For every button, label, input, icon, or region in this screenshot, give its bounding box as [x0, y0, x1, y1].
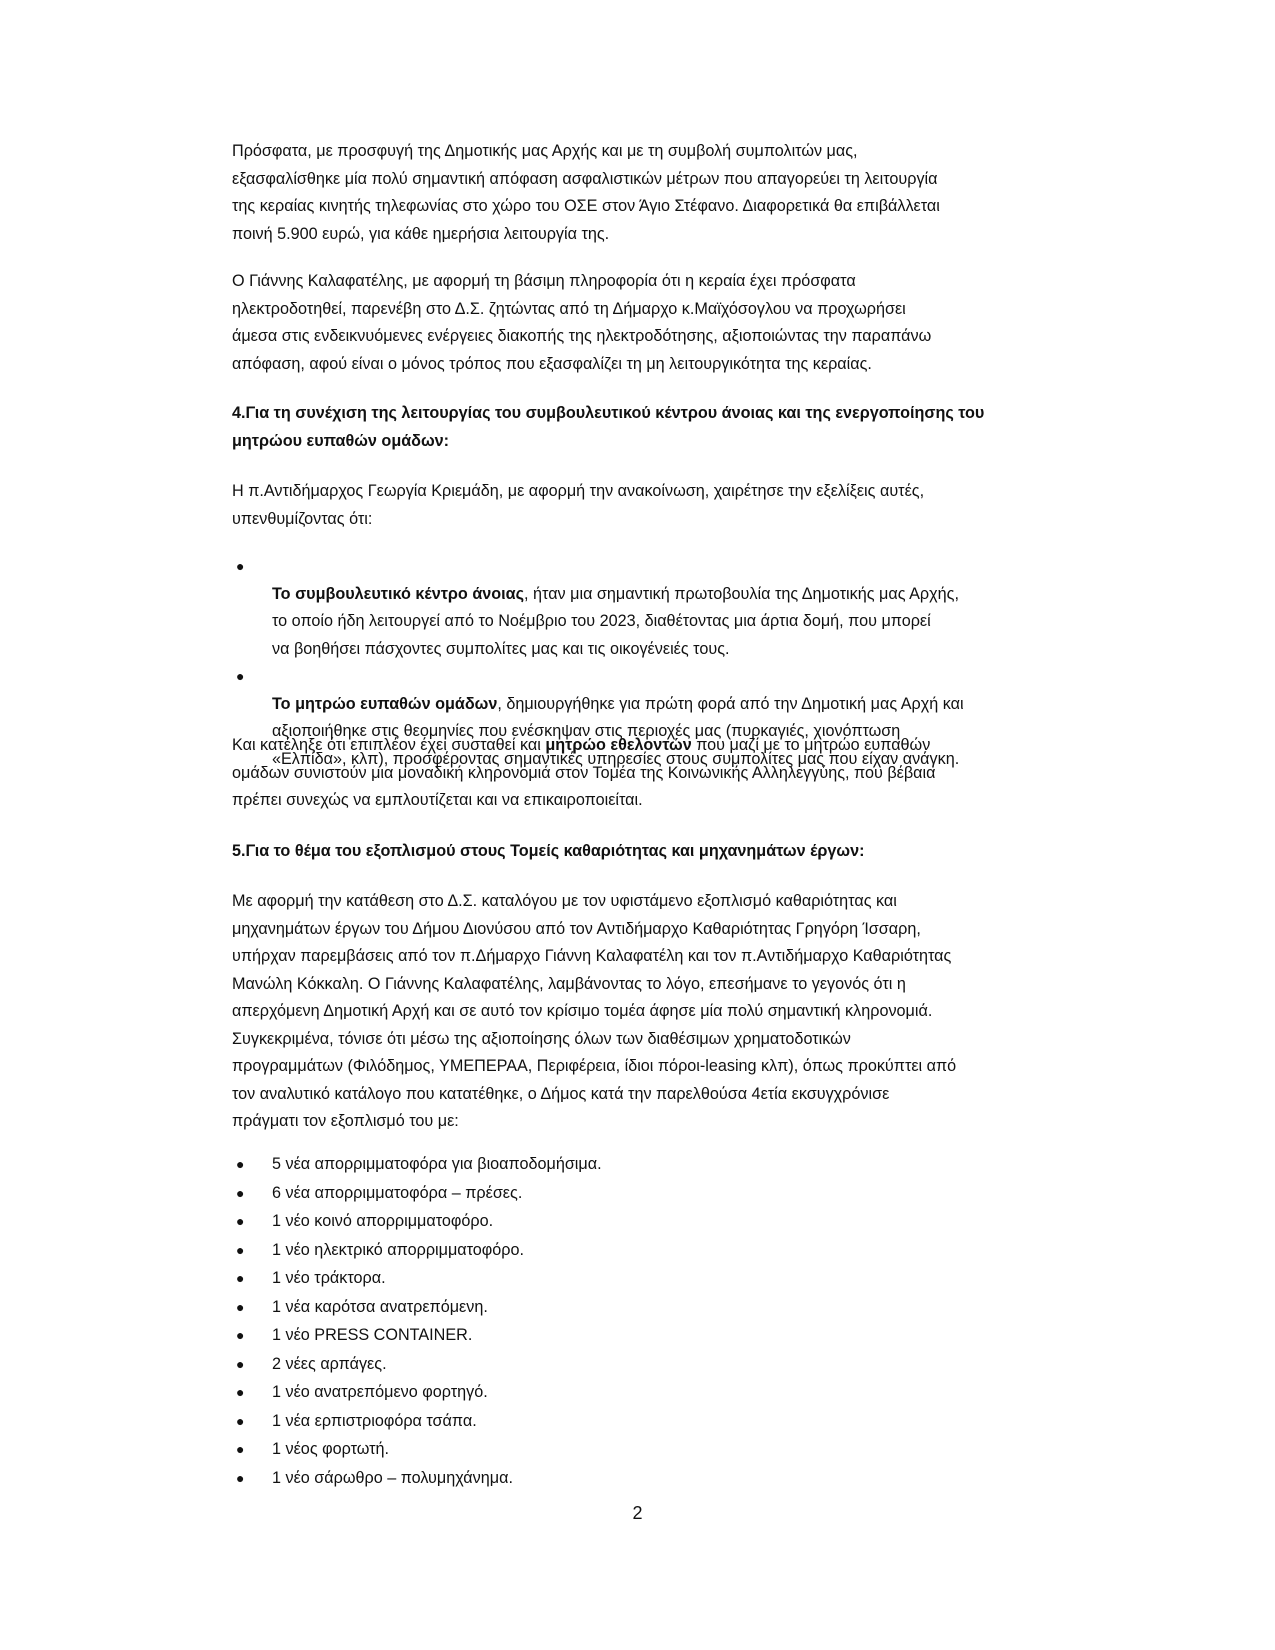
bullet-icon: ● [236, 668, 245, 684]
bullet-icon: ● [236, 1384, 245, 1400]
list-item [232, 1379, 1052, 1408]
bullet-icon: ● [236, 1213, 245, 1229]
paragraph-volunteers [232, 732, 935, 815]
list-item-bold: Το μητρώο ευπαθών ομάδων [272, 694, 498, 713]
list-item-text: 1 νέο κοινό απορριμματοφόρο. [272, 1212, 494, 1230]
section-heading-5: 5.Για το θέμα του εξοπλισμού στους Τομείς καθαριότητας και μηχανημάτων έργων: [232, 842, 865, 860]
bullet-icon: ● [236, 1241, 245, 1258]
list-item-text: 1 νέο ηλεκτρικό απορριμματοφόρο. [272, 1240, 525, 1259]
paragraph-text: Και κατέληξε ότι επιπλέον έχει συσταθεί και [232, 736, 546, 754]
list-item-text: 5 νέα απορριμματοφόρα για βιοαποδομήσιμα. [272, 1155, 602, 1173]
bullet-icon: ● [236, 1156, 245, 1172]
list-item-text: 1 νέο σάρωθρο – πολυμηχάνημα. [272, 1468, 513, 1487]
list-item-text: , δημιουργήθηκε για πρώτη φορά από την Δημοτική μας Αρχή και αξιοποιήθηκε στις θεομηνίες που ενέσκηψαν στις περιοχές μας (πυρκαγιές, χιονόπτωση «Ελπίδα», κλπ), προσφέροντας σημαντικές υπηρεσίες στους συμπολίτες μας που είχαν ανάγκη. [272, 694, 964, 768]
bullet-icon: ● [236, 558, 245, 574]
list-item [232, 1436, 1052, 1465]
list-item-text: 1 νέα ερπιστριοφόρα τσάπα. [272, 1411, 477, 1430]
section-heading-4: 4.Για τη συνέχιση της λειτουργίας του συμβουλευτικού κέντρου άνοιας και της ενεργοποίησης του μητρώου ευπαθών ομάδων: [232, 404, 985, 450]
list-item-text: 1 νέο PRESS CONTAINER. [272, 1326, 473, 1344]
paragraph-kriemadi: Η π.Αντιδήμαρχος Γεωργία Κριεμάδη, με αφορμή την ανακοίνωση, χαιρέτησε την εξελίξεις αυτές, υπενθυμίζοντας ότι: [232, 482, 925, 528]
bullet-icon: ● [236, 1327, 245, 1343]
list-item [232, 1151, 1052, 1180]
volunteers-registry-bold: μητρώο εθελοντών [545, 736, 692, 754]
list-item-text: 1 νέο ανατρεπόμενο φορτηγό. [272, 1383, 488, 1401]
bullet-icon: ● [236, 1184, 245, 1201]
list-item-bold: Το συμβουλευτικό κέντρο άνοιας [272, 584, 525, 603]
list-item [232, 1322, 1052, 1351]
bullet-icon: ● [236, 1412, 245, 1429]
list-item [232, 1408, 1052, 1437]
paragraph-text: που μαζί με το μητρώο ευπαθών ομάδων συνιστούν μια μοναδική κληρονομιά στον Τομέα της Κοινωνικής Αλληλεγγύης, που βέβαια πρέπει συνεχώς να εμπλουτίζεται και να επικαιροποιείται. [232, 736, 936, 809]
list-item [232, 1180, 1052, 1209]
list-item [232, 1208, 1052, 1237]
list-item [232, 1265, 1052, 1294]
list-item-text: 2 νέες αρπάγες. [272, 1354, 387, 1373]
paragraph-equipment: Με αφορμή την κατάθεση στο Δ.Σ. καταλόγου με τον υφιστάμενο εξοπλισμό καθαριότητας και μηχανημάτων έργων του Δήμου Διονύσου από τον Αντιδήμαρχο Καθαριότητας Γρηγόρη Ίσσαρη, υπήρχαν παρεμβάσεις από τον π.Δήμαρχο Γιάννη Καλαφατέλη και τον π.Αντιδήμαρχο Καθαριότητας Μανώλη Κόκκαλη. Ο Γιάννης Καλαφατέλης, λαμβάνοντας το λόγο, επεσήμανε το γεγονός ότι η απερχόμενη Δημοτική Αρχή και σε αυτό τον κρίσιμο τομέα άφησε μία πολύ σημαντική κληρονομιά. Συγκεκριμένα, τόνισε ότι μέσω της αξιοποίησης όλων των διαθέσιμων χρηματοδοτικών προγραμμάτων (Φιλόδημος, ΥΜΕΠΕΡΑΑ, Περιφέρεια, ίδιοι πόροι-leasing κλπ), όπως προκύπτει από τον αναλυτικό κατάλογο που κατατέθηκε, ο Δήμος κατά την παρελθούσα 4ετία εκσυγχρόνισε πράγματι τον εξοπλισμό του με: [232, 892, 957, 1130]
bullet-icon: ● [236, 1469, 245, 1486]
list-item-text: 1 νέα καρότσα ανατρεπόμενη. [272, 1297, 488, 1316]
list-item [232, 1237, 1052, 1266]
paragraph-kalafatelis-intervention: Ο Γιάννης Καλαφατέλης, με αφορμή τη βάσιμη πληροφορία ότι η κεραία έχει πρόσφατα ηλεκτροδοτηθεί, παρενέβη στο Δ.Σ. ζητώντας από τη Δήμαρχο κ.Μαϊχόσογλου να προχωρήσει άμεσα στις ενδεικνυόμενες ενέργειες διακοπής της ηλεκτροδότησης, αξιοποιώντας την παραπάνω απόφαση, αφού είναι ο μόνος τρόπος που εξασφαλίζει τη μη λειτουργικότητα της κεραίας. [232, 272, 932, 373]
list-equipment [232, 1151, 1052, 1493]
list-item [232, 1465, 1052, 1494]
bullet-icon: ● [236, 1355, 245, 1372]
list-item [232, 553, 1052, 663]
bullet-icon: ● [236, 1298, 245, 1315]
list-item-text: 1 νέο τράκτορα. [272, 1269, 386, 1287]
list-item-text: 1 νέος φορτωτή. [272, 1440, 390, 1458]
bullet-icon: ● [236, 1441, 245, 1457]
list-item-text: , ήταν μια σημαντική πρωτοβουλία της Δημοτικής μας Αρχής, το οποίο ήδη λειτουργεί από το Νοέμβριο του 2023, διαθέτοντας μια άρτια δομή, που μπορεί να βοηθήσει πάσχοντες συμπολίτες μας και τις οικογένειές τους. [272, 584, 959, 658]
list-item [232, 1351, 1052, 1380]
page-number: 2 [632, 1503, 643, 1523]
paragraph-antenna-ruling: Πρόσφατα, με προσφυγή της Δημοτικής μας Αρχής και με τη συμβολή συμπολιτών μας, εξασφαλίσθηκε μία πολύ σημαντική απόφαση ασφαλιστικών μέτρων που απαγορεύει τη λειτουργία της κεραίας κινητής τηλεφωνίας στο χώρο του ΟΣΕ στον Άγιο Στέφανο. Διαφορετικά θα επιβάλλεται ποινή 5.900 ευρώ, για κάθε ημερήσια λειτουργία της. [232, 142, 940, 243]
list-item [232, 1294, 1052, 1323]
bullet-icon: ● [236, 1270, 245, 1286]
list-item-text: 6 νέα απορριμματοφόρα – πρέσες. [272, 1183, 523, 1202]
